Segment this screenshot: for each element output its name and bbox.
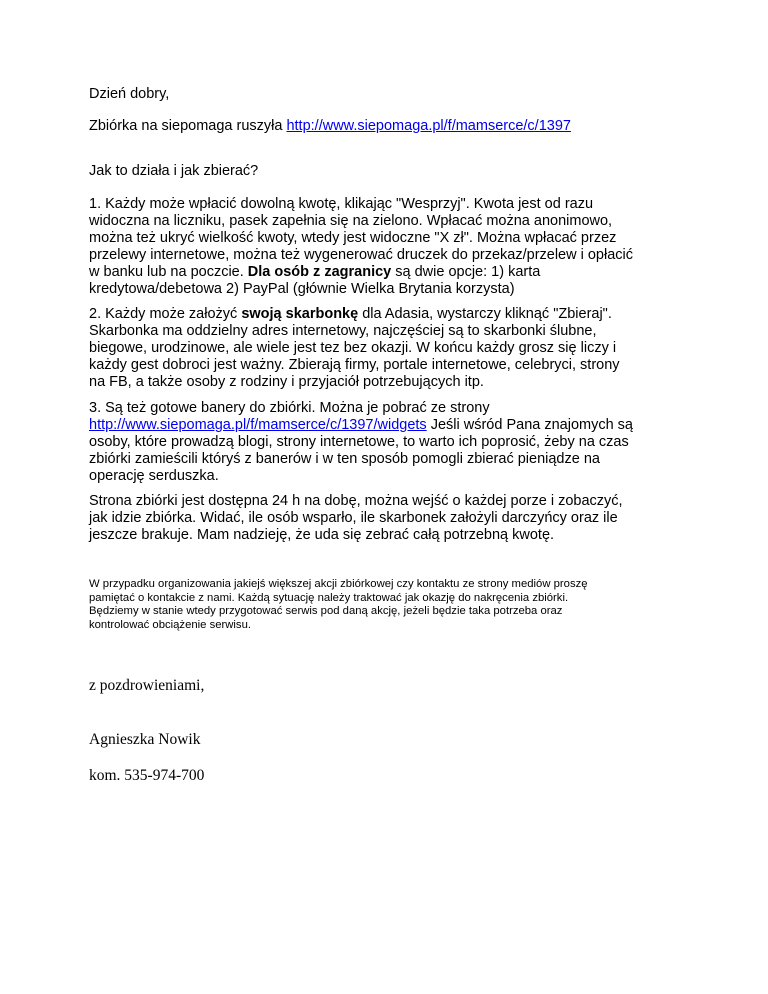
point-1-text: w banku lub na poczcie. bbox=[89, 264, 248, 280]
intro-paragraph bbox=[89, 118, 571, 135]
point-3-line bbox=[89, 417, 633, 434]
signature-text: Agnieszka Nowik bbox=[89, 731, 201, 748]
availability-line: jeszcze brakuje. Mam nadzieję, że uda się zebrać całą potrzebną kwotę. bbox=[89, 527, 555, 543]
greeting bbox=[89, 86, 169, 103]
point-1-line bbox=[89, 264, 633, 281]
point-3-text: Jeśli wśród Pana znajomych są bbox=[426, 417, 634, 433]
piggybank-emphasis: swoją skarbonkę bbox=[241, 306, 359, 322]
intro-text: Zbiórka na siepomaga ruszyła bbox=[89, 118, 287, 134]
point-2-text: dla Adasia, wystarczy kliknąć "Zbieraj". bbox=[358, 306, 612, 322]
point-3-line: operację serduszka. bbox=[89, 468, 219, 484]
question-text: Jak to działa i jak zbierać? bbox=[89, 163, 259, 179]
media-note-line: W przypadku organizowania jakiejś większej akcji zbiórkowej czy kontaktu ze strony mediów proszę bbox=[89, 578, 588, 590]
point-2-line bbox=[89, 306, 620, 323]
point-1-line: widoczna na liczniku, pasek zapełnia się na zielono. Wpłacać można anonimowo, bbox=[89, 213, 613, 229]
phone-text: kom. 535-974-700 bbox=[89, 767, 205, 784]
intro-line bbox=[89, 118, 571, 135]
point-2-line: Skarbonka ma oddzielny adres internetowy, najczęściej są to skarbonki ślubne, bbox=[89, 323, 597, 339]
point-1-line: można też ukryć wielkość kwoty, wtedy jest widoczne "X zł". Można wpłacać przez bbox=[89, 230, 617, 246]
point-2-line: biegowe, urodzinowe, ale wiele jest tez bez okazji. W końcu każdy grosz się liczy i bbox=[89, 340, 617, 356]
point-2-text: 2. Każdy może założyć bbox=[89, 306, 242, 322]
point-2-line: na FB, a także osoby z rodziny i przyjaciół potrzebujących itp. bbox=[89, 374, 484, 390]
point-3-line: osoby, które prowadzą blogi, strony internetowe, to warto ich poprosić, żeby na czas bbox=[89, 434, 629, 450]
media-note-line: Będziemy w stanie wtedy przygotować serwis pod daną akcję, jeżeli będzie taka potrzeba oraz bbox=[89, 605, 563, 617]
point-3-paragraph bbox=[89, 400, 633, 485]
point-1-paragraph bbox=[89, 196, 633, 298]
media-note-line: pamiętać o kontakcie z nami. Każdą sytuację należy traktować jak okazję do nakręcenia zbiórki. bbox=[89, 591, 569, 604]
phone-number bbox=[89, 767, 204, 785]
point-2-line: każdy gest dobroci jest ważny. Zbierają firmy, portale internetowe, celebryci, strony bbox=[89, 357, 620, 373]
widgets-link[interactable]: http://www.siepomaga.pl/f/mamserce/c/1397/widgets bbox=[89, 417, 427, 433]
fundraiser-link[interactable]: http://www.siepomaga.pl/f/mamserce/c/1397 bbox=[286, 118, 571, 134]
availability-paragraph bbox=[89, 493, 623, 544]
point-3-line: 3. Są też gotowe banery do zbiórki. Można je pobrać ze strony bbox=[89, 400, 490, 416]
point-1-text: są dwie opcje: 1) karta bbox=[391, 264, 541, 280]
question-heading bbox=[89, 163, 258, 180]
point-3-line: zbiórki zamieścili któryś z banerów i w ten sposób pomogli zbierać pieniądze na bbox=[89, 451, 600, 467]
greeting-text: Dzień dobry, bbox=[89, 86, 170, 102]
signature-name bbox=[89, 731, 201, 749]
media-note-line: kontrolować obciążenie serwisu. bbox=[89, 618, 252, 631]
availability-line: jak idzie zbiórka. Widać, ile osób wsparło, ile skarbonek założyli darczyńcy oraz ile bbox=[89, 510, 618, 526]
media-note-paragraph bbox=[89, 578, 588, 632]
point-2-paragraph bbox=[89, 306, 620, 391]
closing-line bbox=[89, 677, 204, 695]
closing-text: z pozdrowieniami, bbox=[89, 677, 205, 694]
point-1-line: 1. Każdy może wpłacić dowolną kwotę, klikając "Wesprzyj". Kwota jest od razu bbox=[89, 196, 594, 212]
availability-line: Strona zbiórki jest dostępna 24 h na dobę, można wejść o każdej porze i zobaczyć, bbox=[89, 493, 623, 509]
abroad-emphasis: Dla osób z zagranicy bbox=[247, 264, 392, 280]
point-1-line: przelewy internetowe, można też wygenerować druczek do przekaz/przelew i opłacić bbox=[89, 247, 634, 263]
point-1-line: kredytowa/debetowa 2) PayPal (głównie Wielka Brytania korzysta) bbox=[89, 281, 515, 297]
